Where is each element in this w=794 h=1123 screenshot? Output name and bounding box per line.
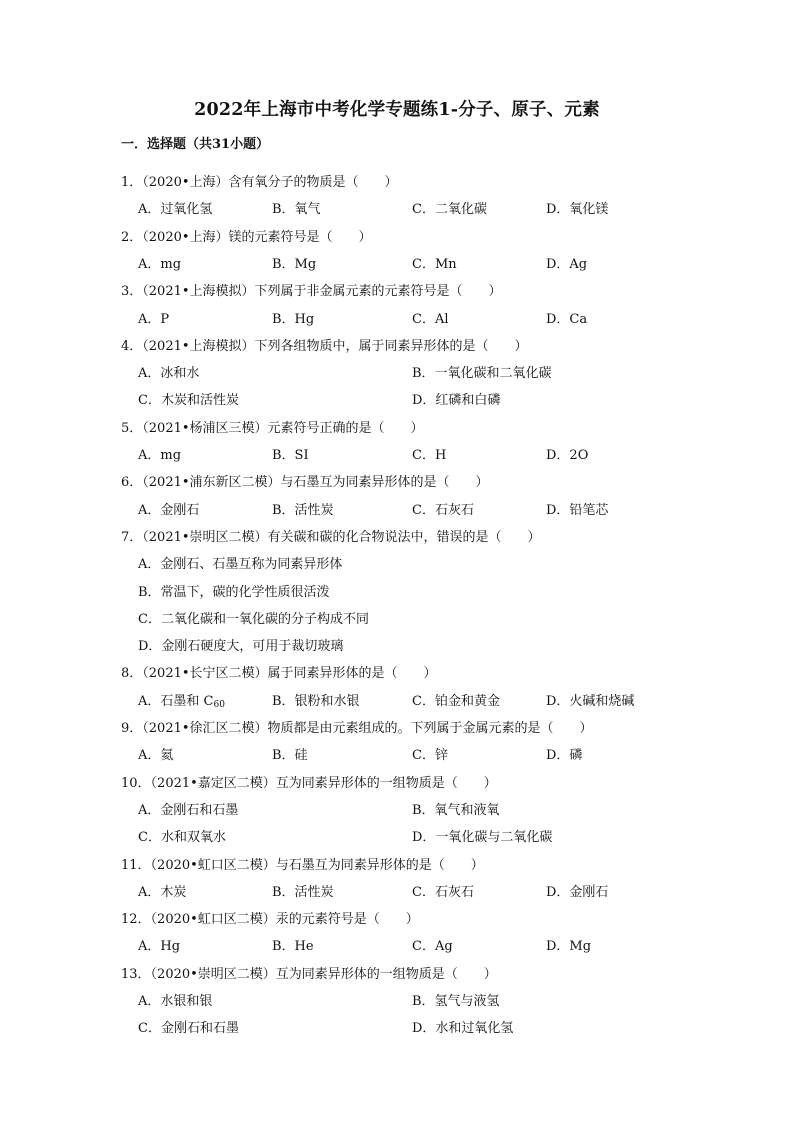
question-number: 1．: [121, 175, 143, 190]
answer-option-text: B．常温下，碳的化学性质很活泼: [138, 584, 330, 600]
question-number: 4．: [121, 338, 143, 354]
answer-option: [412, 362, 552, 381]
question-text: （2021•浦东新区二模）与石墨互为同素异形体的是（ ）: [142, 475, 489, 491]
answer-option: [412, 444, 446, 463]
answer-option-text: C．石灰石: [412, 884, 474, 900]
answer-option-text: B．Hg: [272, 311, 315, 327]
answer-option-text: C．二氧化碳: [412, 202, 487, 218]
answer-option: [138, 935, 180, 954]
answer-option-text: B．一氧化碳和二氧化碳: [412, 366, 552, 382]
answer-option-text: B．活性炭: [272, 502, 334, 518]
answer-option: [412, 799, 500, 818]
answer-option: [138, 635, 343, 654]
answer-option: [138, 444, 181, 463]
answer-option: [412, 253, 457, 272]
answer-option-text: C．二氧化碳和一氧化碳的分子构成不同: [138, 611, 369, 627]
page-title: 2022年上海市中考化学专题练1-分子、原子、元素: [194, 100, 600, 120]
answer-option: [546, 499, 608, 518]
question-stem: [121, 226, 372, 245]
answer-option-text: A．金刚石和石墨: [138, 802, 239, 818]
question-text: （2021•徐汇区二模）物质都是由元素组成的。下列属于金属元素的是（ ）: [142, 721, 593, 736]
answer-option-text: D．Mg: [546, 939, 592, 955]
answer-option-text: A．石墨和 C: [138, 693, 214, 709]
answer-option-text: B．SI: [272, 448, 309, 463]
answer-option-text: A．水银和银: [138, 994, 213, 1009]
answer-option-text: C．Al: [412, 311, 449, 327]
question-stem: [121, 772, 497, 791]
question-number: 11．: [121, 857, 151, 873]
answer-option-text: D．Ca: [546, 311, 588, 327]
answer-option-text: C．铂金和黄金: [412, 693, 500, 709]
answer-option-text: D．金刚石: [546, 884, 609, 900]
answer-option: [412, 198, 487, 217]
answer-option: [412, 499, 474, 518]
answer-option-text: A．P: [138, 311, 170, 327]
answer-option-text: A．金刚石、石墨互称为同素异形体: [138, 557, 343, 573]
answer-option-text: D．红磷和白磷: [412, 393, 501, 409]
answer-option: [138, 990, 212, 1009]
question-number: 12．: [121, 912, 151, 928]
answer-option: [272, 308, 314, 327]
answer-option: [138, 1017, 239, 1036]
question-number: 13．: [121, 966, 151, 982]
answer-option-text: D．磷: [546, 748, 583, 764]
answer-option-text: B．银粉和水银: [272, 693, 360, 709]
answer-option: [272, 744, 308, 763]
answer-option-text: D．铅笔芯: [546, 502, 609, 518]
answer-option: [412, 935, 453, 954]
answer-option: [546, 935, 591, 954]
answer-option-text: C．H: [412, 448, 447, 463]
answer-option: [138, 198, 212, 217]
answer-option-text: D．一氧化碳与二氧化碳: [412, 830, 553, 846]
answer-option-text: C．木炭和活性炭: [138, 393, 239, 409]
answer-option: [138, 362, 199, 381]
answer-option: [412, 308, 449, 327]
question-text: （2021•上海模拟）下列各组物质中，属于同素异形体的是（ ）: [142, 338, 528, 354]
question-stem: [121, 717, 593, 736]
question-number: 10．: [121, 775, 151, 791]
answer-option: [138, 826, 226, 845]
answer-option-text: A．木炭: [138, 884, 187, 900]
answer-option-text: C．Ag: [412, 939, 453, 955]
answer-option: [546, 744, 582, 763]
answer-option: [138, 553, 342, 572]
answer-option-text: A．mg: [138, 256, 182, 272]
answer-option: [138, 581, 330, 600]
answer-option-text: C．水和双氧水: [138, 830, 226, 846]
answer-option-text: B．Mg: [272, 256, 317, 272]
question-stem: [121, 280, 502, 299]
answer-option: [546, 881, 608, 900]
answer-option: [272, 444, 309, 463]
question-text: （2021•杨浦区三模）元素符号正确的是（ ）: [142, 420, 424, 436]
answer-option-text: D．火碱和烧碱: [546, 693, 635, 709]
answer-option-text: C．石灰石: [412, 502, 474, 518]
answer-option: [546, 444, 588, 463]
answer-option: [412, 826, 552, 845]
answer-option-text: C．金刚石和石墨: [138, 1021, 239, 1037]
answer-option-text: A．mg: [138, 448, 182, 463]
question-stem: [121, 335, 528, 354]
question-text: （2020•虹口区二模）汞的元素符号是（ ）: [150, 912, 419, 928]
question-text: （2021•上海模拟）下列属于非金属元素的元素符号是（ ）: [142, 284, 502, 300]
subscript: 60: [213, 699, 225, 710]
answer-option: [138, 799, 238, 818]
question-stem: [121, 963, 497, 982]
answer-option-text: C．锌: [412, 748, 448, 764]
question-number: 6．: [121, 475, 143, 491]
question-text: （2020•崇明区二模）互为同素异形体的一组物质是（ ）: [150, 966, 497, 982]
answer-option-text: B．硅: [272, 748, 308, 764]
answer-option-text: A．氦: [138, 748, 174, 764]
answer-option: [272, 198, 321, 217]
question-stem: [121, 908, 419, 927]
answer-option: [138, 881, 186, 900]
answer-option: [272, 253, 316, 272]
question-text: （2021•嘉定区二模）互为同素异形体的一组物质是（ ）: [150, 775, 497, 791]
answer-option: [412, 990, 500, 1009]
answer-option: [138, 690, 225, 710]
answer-option: [412, 744, 448, 763]
answer-option-text: A．过氧化氢: [138, 202, 213, 218]
answer-option-text: D．2O: [546, 448, 589, 463]
answer-option-text: A．金刚石: [138, 502, 200, 518]
answer-option-text: D．水和过氧化氢: [412, 1021, 514, 1037]
answer-option-text: A．Hg: [138, 939, 181, 955]
answer-option: [138, 308, 169, 327]
question-text: （2021•长宁区二模）属于同素异形体的是（ ）: [142, 666, 437, 682]
answer-option-text: A．冰和水: [138, 366, 200, 382]
answer-option-text: B．氧气: [272, 202, 321, 218]
question-number: 9．: [121, 721, 143, 736]
answer-option: [272, 499, 334, 518]
question-text: （2020•上海）镁的元素符号是（ ）: [142, 229, 372, 245]
question-stem: [121, 471, 489, 490]
answer-option: [412, 690, 500, 709]
answer-option: [546, 198, 608, 217]
section-heading: 一．选择题（共31小题）: [121, 137, 270, 152]
answer-option: [138, 499, 199, 518]
answer-option: [412, 389, 500, 408]
answer-option-text: B．He: [272, 939, 314, 955]
answer-option: [138, 253, 181, 272]
answer-option: [138, 608, 369, 627]
answer-option: [412, 1017, 513, 1036]
question-text: （2021•崇明区二模）有关碳和碳的化合物说法中，错误的是（ ）: [142, 529, 541, 545]
question-stem: [121, 662, 437, 681]
answer-option: [546, 690, 634, 709]
question-number: 8．: [121, 666, 143, 682]
answer-option: [272, 690, 360, 709]
answer-option: [546, 308, 587, 327]
question-number: 3．: [121, 284, 143, 300]
question-text: （2020•上海）含有氧分子的物质是（ ）: [142, 175, 398, 190]
question-text: （2020•虹口区二模）与石墨互为同素异形体的是（ ）: [150, 857, 484, 873]
answer-option: [138, 389, 239, 408]
answer-option-text: D．氧化镁: [546, 202, 609, 218]
answer-option: [412, 881, 474, 900]
question-number: 5．: [121, 420, 143, 436]
question-number: 2．: [121, 229, 143, 245]
answer-option-text: D．Ag: [546, 256, 588, 272]
answer-option: [272, 881, 334, 900]
answer-option: [138, 744, 173, 763]
answer-option-text: C．Mn: [412, 256, 457, 272]
question-stem: [121, 854, 484, 873]
answer-option-text: B．氢气与液氢: [412, 994, 500, 1009]
question-stem: [121, 417, 424, 436]
answer-option-text: D．金刚石硬度大，可用于裁切玻璃: [138, 639, 344, 655]
question-stem: [121, 526, 541, 545]
answer-option: [272, 935, 314, 954]
answer-option-text: B．氧气和液氧: [412, 802, 500, 818]
answer-option-text: B．活性炭: [272, 884, 334, 900]
question-number: 7．: [121, 529, 143, 545]
answer-option: [546, 253, 587, 272]
question-stem: [121, 171, 398, 190]
